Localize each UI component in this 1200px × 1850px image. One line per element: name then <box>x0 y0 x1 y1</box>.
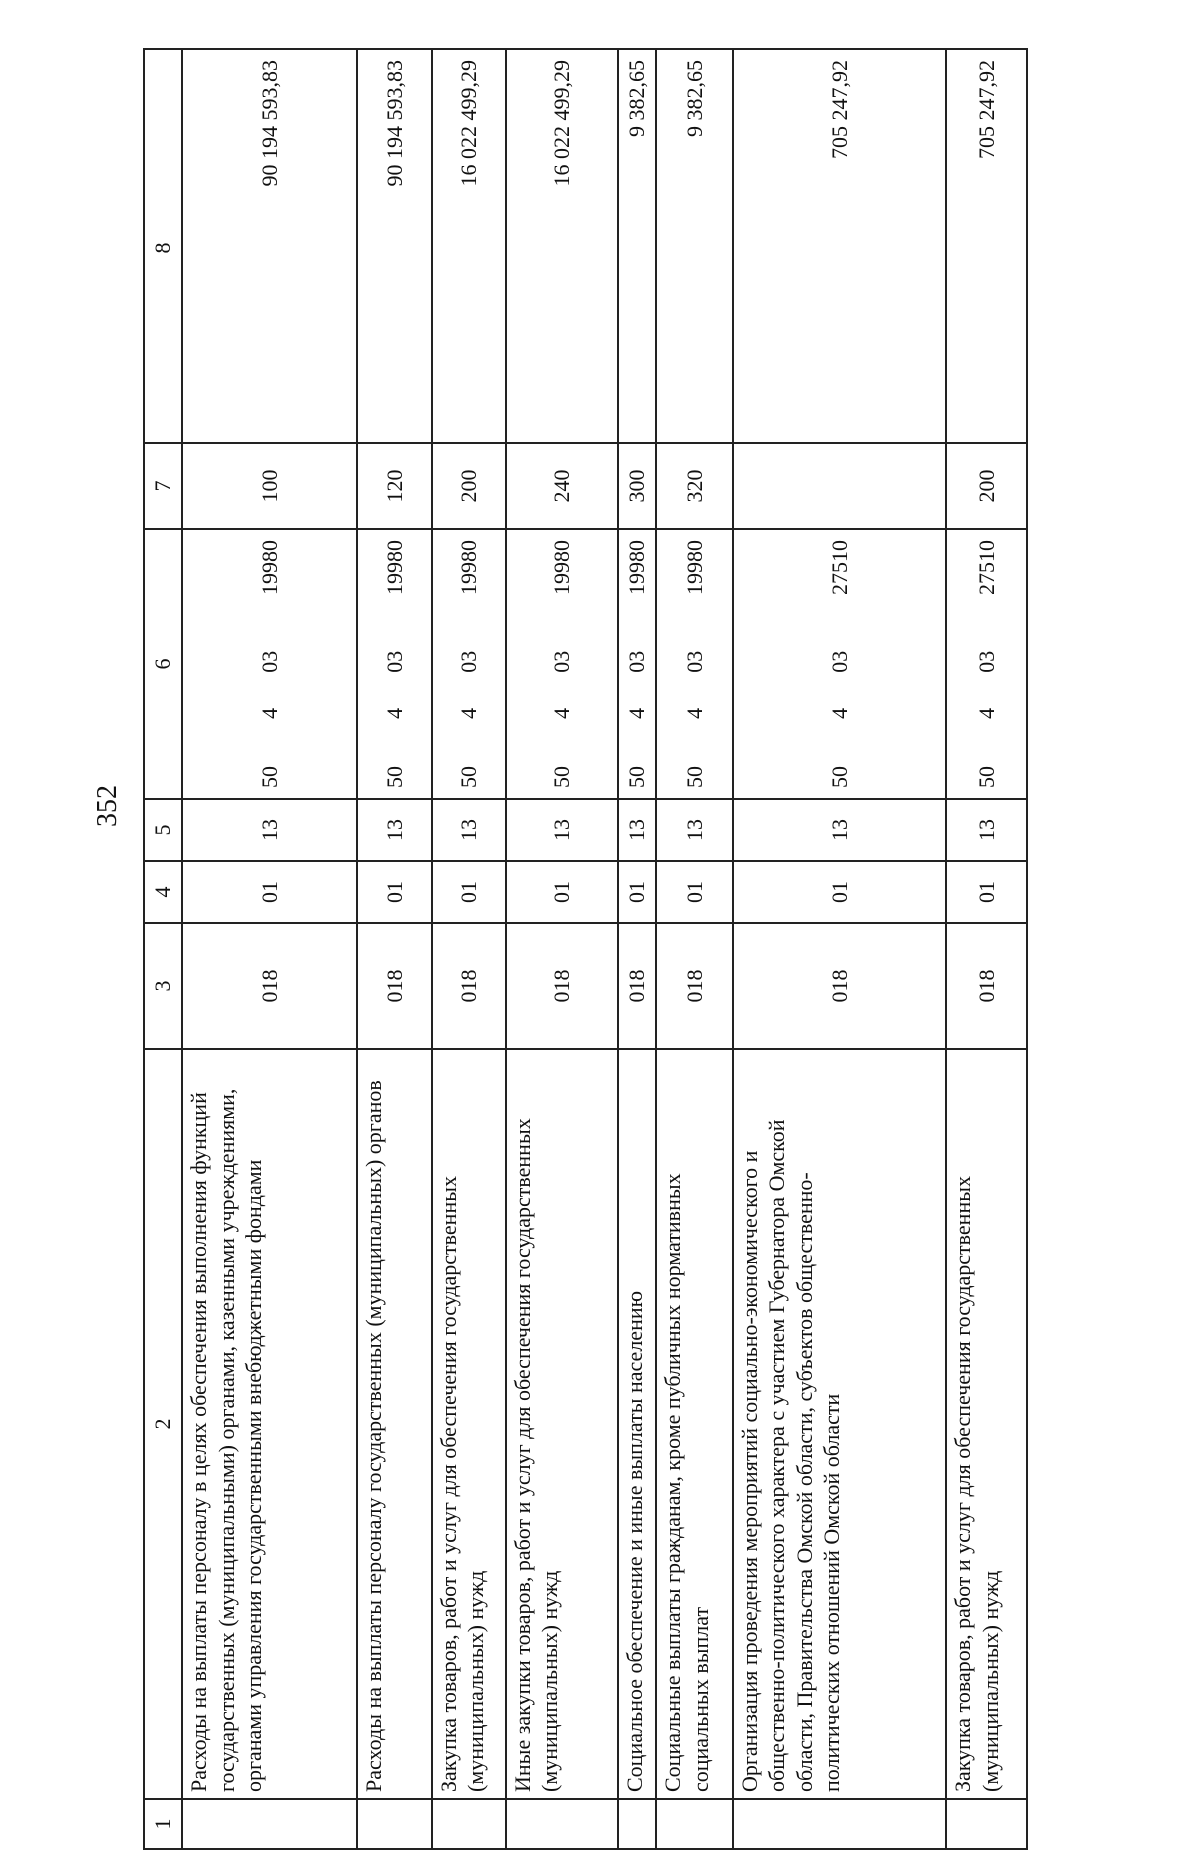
csr-program: 50 <box>257 766 283 788</box>
ved-cell: 018 <box>946 923 1027 1049</box>
table-header-row <box>144 49 182 1849</box>
ved-cell: 018 <box>182 923 357 1049</box>
pr-cell: 13 <box>733 799 946 861</box>
table-row <box>506 49 618 1849</box>
rz-cell: 01 <box>432 861 506 923</box>
csr-subprogram: 4 <box>257 707 283 719</box>
csr-direction: 19980 <box>549 540 575 596</box>
vr-cell: 240 <box>506 443 618 529</box>
csr-program: 50 <box>681 766 707 788</box>
row-number-cell <box>506 1799 618 1849</box>
header-col-3: 3 <box>144 923 182 1049</box>
csr-subprogram: 4 <box>381 707 407 719</box>
csr-subprogram: 4 <box>826 707 852 719</box>
csr-cell <box>506 529 618 799</box>
csr-program: 50 <box>624 766 650 788</box>
table-row <box>656 49 732 1849</box>
sum-cell: 90 194 593,83 <box>357 49 431 443</box>
csr-main-event: 03 <box>681 650 707 673</box>
csr-direction: 19980 <box>381 540 407 596</box>
sum-cell: 16 022 499,29 <box>432 49 506 443</box>
ved-cell: 018 <box>618 923 656 1049</box>
row-number-cell <box>182 1799 357 1849</box>
sum-cell: 16 022 499,29 <box>506 49 618 443</box>
row-number-cell <box>357 1799 431 1849</box>
vr-cell: 200 <box>946 443 1027 529</box>
row-name-cell: Закупка товаров, работ и услуг для обеспечения государственных (муниципальных) нужд <box>946 1049 1027 1799</box>
page-number: 352 <box>92 785 123 827</box>
csr-cell <box>357 529 431 799</box>
sum-cell: 705 247,92 <box>733 49 946 443</box>
table-row <box>432 49 506 1849</box>
vr-cell <box>733 443 946 529</box>
csr-cell <box>656 529 732 799</box>
row-name-cell: Закупка товаров, работ и услуг для обеспечения государственных (муниципальных) нужд <box>432 1049 506 1799</box>
table-row <box>946 49 1027 1849</box>
csr-program: 50 <box>549 766 575 788</box>
table-row <box>182 49 357 1849</box>
header-col-6: 6 <box>144 529 182 799</box>
csr-subprogram: 4 <box>455 707 481 719</box>
csr-main-event: 03 <box>826 650 852 673</box>
csr-direction: 27510 <box>826 540 852 596</box>
ved-cell: 018 <box>733 923 946 1049</box>
header-col-1: 1 <box>144 1799 182 1849</box>
pr-cell: 13 <box>656 799 732 861</box>
pr-cell: 13 <box>618 799 656 861</box>
row-name-cell: Организация проведения мероприятий социально-экономического и общественно-политического характера с участием Губернатора Омской области, Правительства Омской области, субъектов общественно-политических отношений Омской области <box>733 1049 946 1799</box>
csr-program: 50 <box>973 766 999 788</box>
table-row <box>357 49 431 1849</box>
rz-cell: 01 <box>357 861 431 923</box>
sum-cell: 9 382,65 <box>656 49 732 443</box>
ved-cell: 018 <box>506 923 618 1049</box>
csr-subprogram: 4 <box>681 707 707 719</box>
row-name-cell: Иные закупки товаров, работ и услуг для обеспечения государственных (муниципальных) нужд <box>506 1049 618 1799</box>
pr-cell: 13 <box>506 799 618 861</box>
csr-subprogram: 4 <box>549 707 575 719</box>
csr-program: 50 <box>381 766 407 788</box>
csr-program: 50 <box>826 766 852 788</box>
table-row <box>733 49 946 1849</box>
rz-cell: 01 <box>946 861 1027 923</box>
sum-cell: 9 382,65 <box>618 49 656 443</box>
csr-main-event: 03 <box>624 650 650 673</box>
csr-direction: 19980 <box>257 540 283 596</box>
rz-cell: 01 <box>506 861 618 923</box>
vr-cell: 320 <box>656 443 732 529</box>
sum-cell: 705 247,92 <box>946 49 1027 443</box>
row-name-cell: Расходы на выплаты персоналу государственных (муниципальных) органов <box>357 1049 431 1799</box>
pr-cell: 13 <box>182 799 357 861</box>
rz-cell: 01 <box>733 861 946 923</box>
header-col-7: 7 <box>144 443 182 529</box>
row-number-cell <box>618 1799 656 1849</box>
budget-table <box>143 48 1028 1850</box>
csr-main-event: 03 <box>257 650 283 673</box>
csr-main-event: 03 <box>455 650 481 673</box>
csr-cell <box>733 529 946 799</box>
vr-cell: 200 <box>432 443 506 529</box>
rz-cell: 01 <box>618 861 656 923</box>
ved-cell: 018 <box>432 923 506 1049</box>
csr-direction: 19980 <box>624 540 650 596</box>
row-number-cell <box>656 1799 732 1849</box>
vr-cell: 120 <box>357 443 431 529</box>
row-name-cell: Социальные выплаты гражданам, кроме публичных нормативных социальных выплат <box>656 1049 732 1799</box>
pr-cell: 13 <box>432 799 506 861</box>
vr-cell: 300 <box>618 443 656 529</box>
pr-cell: 13 <box>946 799 1027 861</box>
pr-cell: 13 <box>357 799 431 861</box>
csr-direction: 19980 <box>681 540 707 596</box>
header-col-5: 5 <box>144 799 182 861</box>
row-name-cell: Социальное обеспечение и иные выплаты населению <box>618 1049 656 1799</box>
csr-subprogram: 4 <box>973 707 999 719</box>
sum-cell: 90 194 593,83 <box>182 49 357 443</box>
table-row <box>618 49 656 1849</box>
rotated-table-wrapper <box>143 60 1028 1850</box>
csr-subprogram: 4 <box>624 707 650 719</box>
row-number-cell <box>946 1799 1027 1849</box>
csr-cell <box>182 529 357 799</box>
csr-program: 50 <box>455 766 481 788</box>
csr-main-event: 03 <box>973 650 999 673</box>
csr-cell <box>946 529 1027 799</box>
ved-cell: 018 <box>656 923 732 1049</box>
csr-cell <box>618 529 656 799</box>
header-col-4: 4 <box>144 861 182 923</box>
row-number-cell <box>733 1799 946 1849</box>
row-number-cell <box>432 1799 506 1849</box>
rz-cell: 01 <box>656 861 732 923</box>
ved-cell: 018 <box>357 923 431 1049</box>
csr-main-event: 03 <box>549 650 575 673</box>
header-col-8: 8 <box>144 49 182 443</box>
rz-cell: 01 <box>182 861 357 923</box>
csr-main-event: 03 <box>381 650 407 673</box>
row-name-cell: Расходы на выплаты персоналу в целях обеспечения выполнения функций государственных (муниципальными) органами, казенными учреждениями, органами управления государственными внебюджетными фондами <box>182 1049 357 1799</box>
vr-cell: 100 <box>182 443 357 529</box>
csr-direction: 19980 <box>455 540 481 596</box>
csr-direction: 27510 <box>973 540 999 596</box>
csr-cell <box>432 529 506 799</box>
header-col-2: 2 <box>144 1049 182 1799</box>
